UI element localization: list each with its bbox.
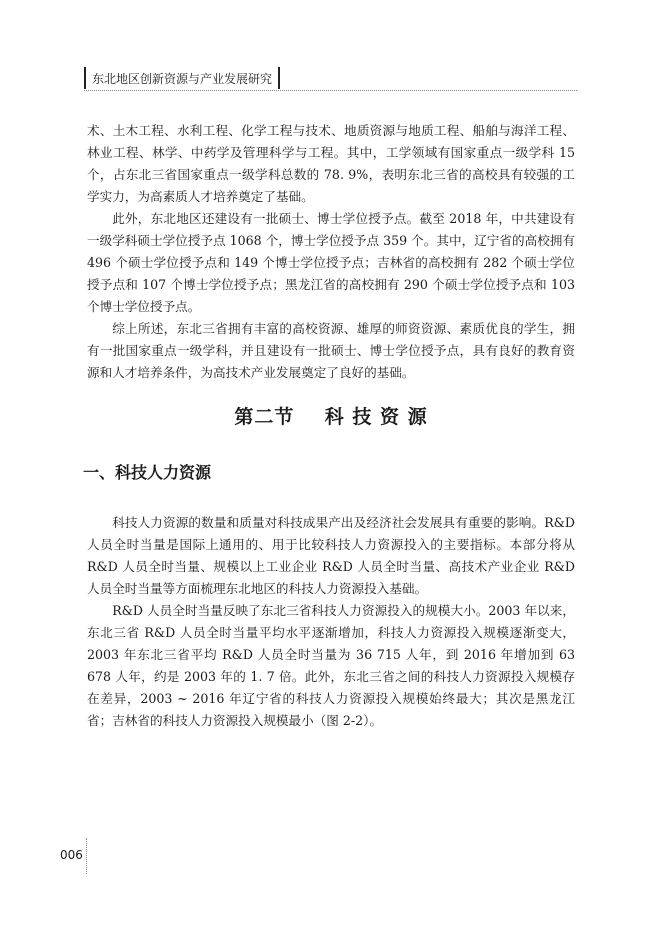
page-body: [83, 120, 575, 732]
paragraph-hr-intro: 科技人力资源的数量和质量对科技成果产出及经济社会发展具有重要的影响。R&D 人员全时当量是国际上通用的、用于比较科技人力资源投入的主要指标。本部分将从 R&D 人员全时当量、规模以上工业企业 R&D 人员全时当量、高技术产业企业 R&D 人员全时当量等方面梳理东北地区的科技人力资源投入基础。: [87, 515, 575, 596]
header-divider: [84, 90, 577, 91]
footer-divider: [86, 838, 87, 874]
paragraph-degree-points: 此外，东北地区还建设有一批硕士、博士学位授予点。截至 2018 年，中共建设有一级学科硕士学位授予点 1068 个，博士学位授予点 359 个。其中，辽宁省的高校拥有 496 个硕士学位授予点和 149 个博士学位授予点；吉林省的高校拥有 282 个硕士学位授予点和 107 个博士学位授予点；黑龙江省的高校拥有 290 个硕士学位授予点和 103 个博士学位授予点。: [87, 211, 575, 314]
header-bar-right: [278, 67, 280, 89]
spacer: [87, 486, 575, 512]
section-title: 第二节 科 技 资 源: [234, 406, 428, 428]
paragraph-hr-scale: R&D 人员全时当量反映了东北三省科技人力资源投入的规模大小。2003 年以来，东北三省 R&D 人员全时当量平均水平逐渐增加，科技人力资源投入规模逐渐变大，2003 年东北三省平均 R&D 人员全时当量为 36 715 人年，到 2016 年增加到 63 678 人年，约是 2003 年的 1. 7 倍。此外，东北三省之间的科技人力资源投入规模存在差异，2003 ~ 2016 年辽宁省的科技人力资源投入规模始终最大；其次是黑龙江省；吉林省的科技人力资源投入规模最小（图 2-2）。: [87, 603, 575, 728]
page-number: 006: [60, 848, 83, 862]
subsection-title: 一、科技人力资源: [83, 463, 212, 482]
running-header: [84, 66, 280, 90]
paragraph-continued: 术、土木工程、水利工程、化学工程与技术、地质资源与地质工程、船舶与海洋工程、林业工程、林学、中药学及管理科学与工程。其中，工学领域有国家重点一级学科 15 个，占东北三省国家重点一级学科总数的 78. 9%，表明东北三省的高校具有较强的工学实力，为高素质人才培养奠定了基础。: [87, 123, 575, 204]
paragraph-summary: 综上所述，东北三省拥有丰富的高校资源、雄厚的师资资源、素质优良的学生，拥有一批国家重点一级学科，并且建设有一批硕士、博士学位授予点，具有良好的教育资源和人才培养条件，为高技术产业发展奠定了良好的基础。: [87, 321, 575, 380]
running-title: 东北地区创新资源与产业发展研究: [92, 71, 273, 86]
